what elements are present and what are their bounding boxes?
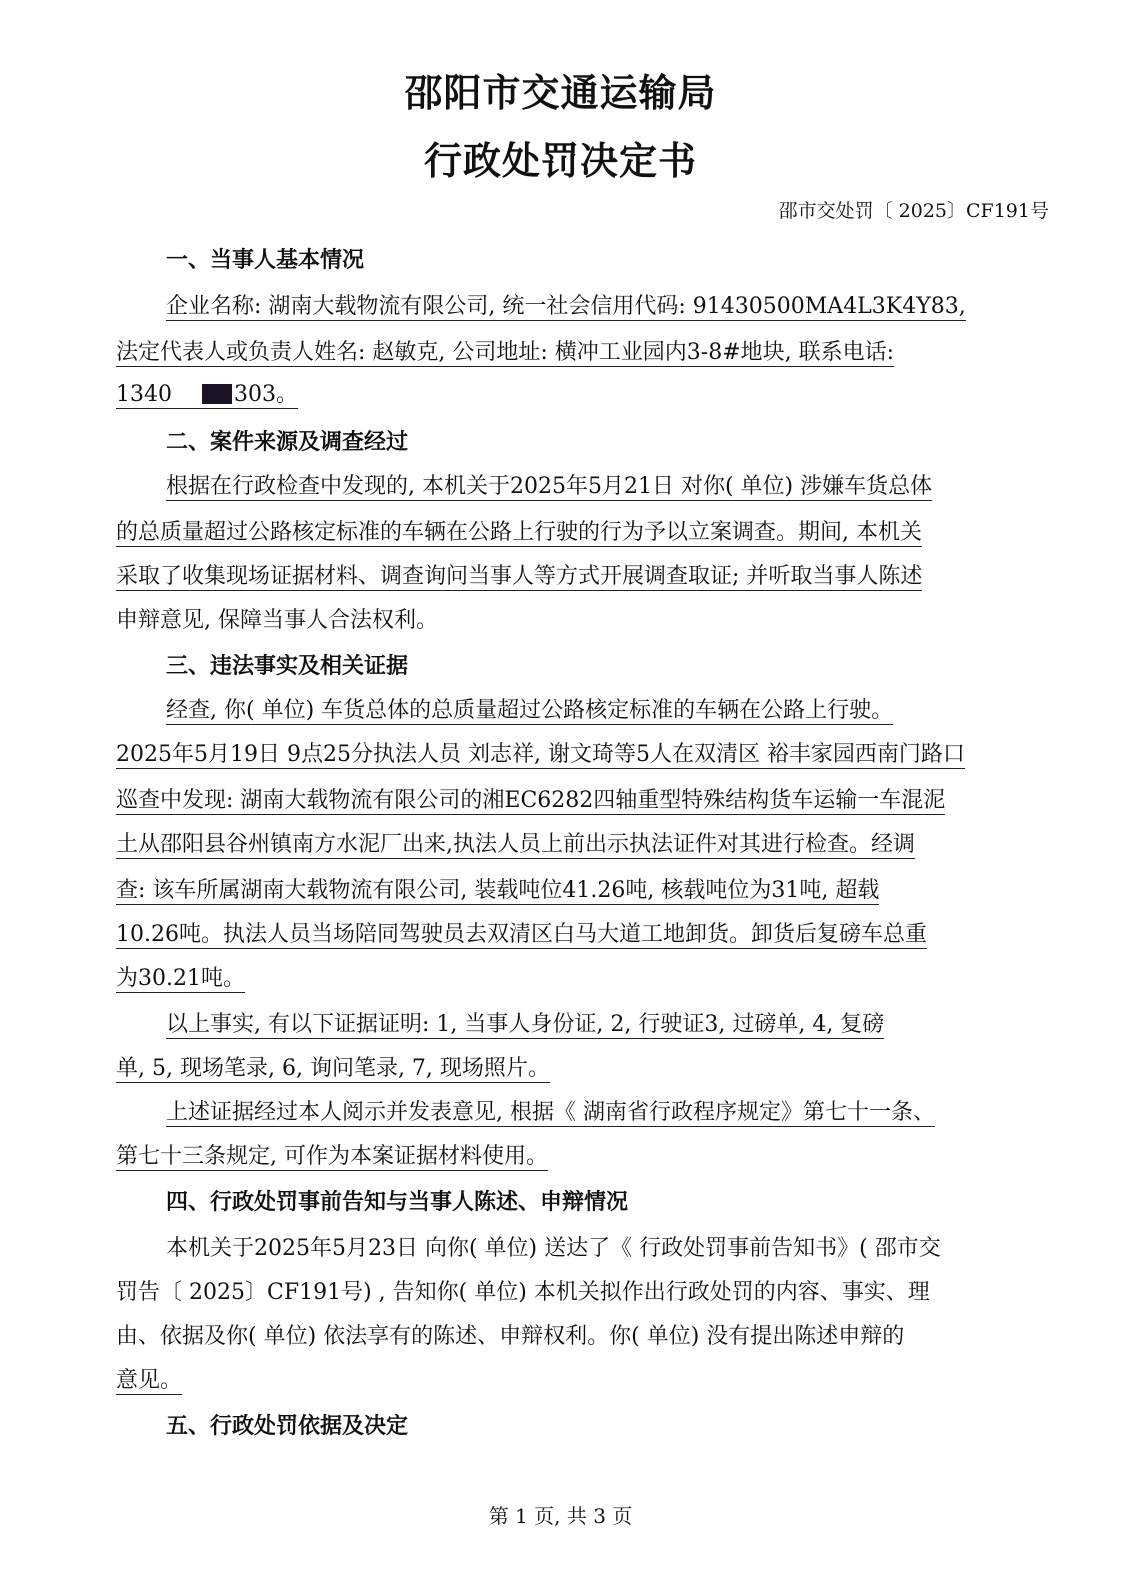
facts-line-5: 查: 该车所属湖南大载物流有限公司, 装载吨位41.26吨, 核载吨位为31吨, 超载 [116, 878, 880, 903]
party-info-line-1: 企业名称: 湖南大载物流有限公司, 统一社会信用代码: 91430500MA4L3K4Y83, [166, 294, 966, 319]
case-source-line-1: 根据在行政检查中发现的, 本机关于2025年5月21日 对你( 单位) 涉嫌车货总体 [166, 474, 933, 499]
facts-line-7: 为30.21吨。 [116, 966, 245, 991]
document-number: 邵市交处罚〔 2025〕CF191号 [778, 200, 1049, 222]
evidence-line-1: 以上事实, 有以下证据证明: 1, 当事人身份证, 2, 行驶证3, 过磅单, 4, 复磅 [166, 1012, 885, 1037]
case-source-line-2: 的总质量超过公路核定标准的车辆在公路上行驶的行为予以立案调查。期间, 本机关 [116, 520, 922, 545]
notice-line-3: 由、依据及你( 单位) 依法享有的陈述、申辩权利。你( 单位) 没有提出陈述申辩的 [116, 1324, 905, 1349]
facts-line-3: 巡查中发现: 湖南大载物流有限公司的湘EC6282四轴重型特殊结构货车运输一车混泥 [116, 788, 946, 813]
facts-line-1: 经查, 你( 单位) 车货总体的总质量超过公路核定标准的车辆在公路上行驶。 [166, 698, 894, 723]
facts-line-6: 10.26吨。执法人员当场陪同驾驶员去双清区白马大道工地卸货。卸货后复磅车总重 [116, 922, 927, 947]
facts-line-2: 2025年5月19日 9点25分执法人员 刘志祥, 谢文琦等5人在双清区 裕丰家园西南门路口 [116, 742, 965, 767]
notice-line-1: 本机关于2025年5月23日 向你( 单位) 送达了《 行政处罚事前告知书》( 邵市交 [166, 1236, 941, 1261]
evidence-line-3: 上述证据经过本人阅示并发表意见, 根据《 湖南省行政程序规定》第七十一条、 [166, 1100, 935, 1125]
section-3-heading: 三、违法事实及相关证据 [166, 654, 409, 679]
party-info-line-3: 1340 303。 [116, 382, 298, 407]
facts-line-4: 土从邵阳县谷州镇南方水泥厂出来,执法人员上前出示执法证件对其进行检查。经调 [116, 832, 915, 857]
section-5-heading: 五、行政处罚依据及决定 [166, 1414, 409, 1439]
case-source-line-4: 申辩意见, 保障当事人合法权利。 [116, 608, 438, 633]
case-source-line-3: 采取了收集现场证据材料、调查询问当事人等方式开展调查取证; 并听取当事人陈述 [116, 564, 923, 589]
section-2-heading: 二、案件来源及调查经过 [166, 430, 409, 455]
evidence-line-4: 第七十三条规定, 可作为本案证据材料使用。 [116, 1144, 548, 1169]
notice-line-4: 意见。 [116, 1368, 183, 1393]
section-1-heading: 一、当事人基本情况 [166, 248, 365, 273]
document-title: 邵阳市交通运输局 [404, 71, 717, 115]
notice-line-2: 罚告〔 2025〕CF191号) , 告知你( 单位) 本机关拟作出行政处罚的内容、事实、理 [116, 1280, 930, 1305]
document-subtitle: 行政处罚决定书 [423, 139, 697, 183]
page-number: 第 1 页, 共 3 页 [488, 1504, 633, 1528]
evidence-line-2: 单, 5, 现场笔录, 6, 询问笔录, 7, 现场照片。 [116, 1056, 550, 1081]
party-info-line-2: 法定代表人或负责人姓名: 赵敏克, 公司地址: 横冲工业园内3-8#地块, 联系电话: [116, 340, 895, 365]
section-4-heading: 四、行政处罚事前告知与当事人陈述、申辩情况 [166, 1190, 629, 1215]
redaction-block [202, 384, 232, 404]
